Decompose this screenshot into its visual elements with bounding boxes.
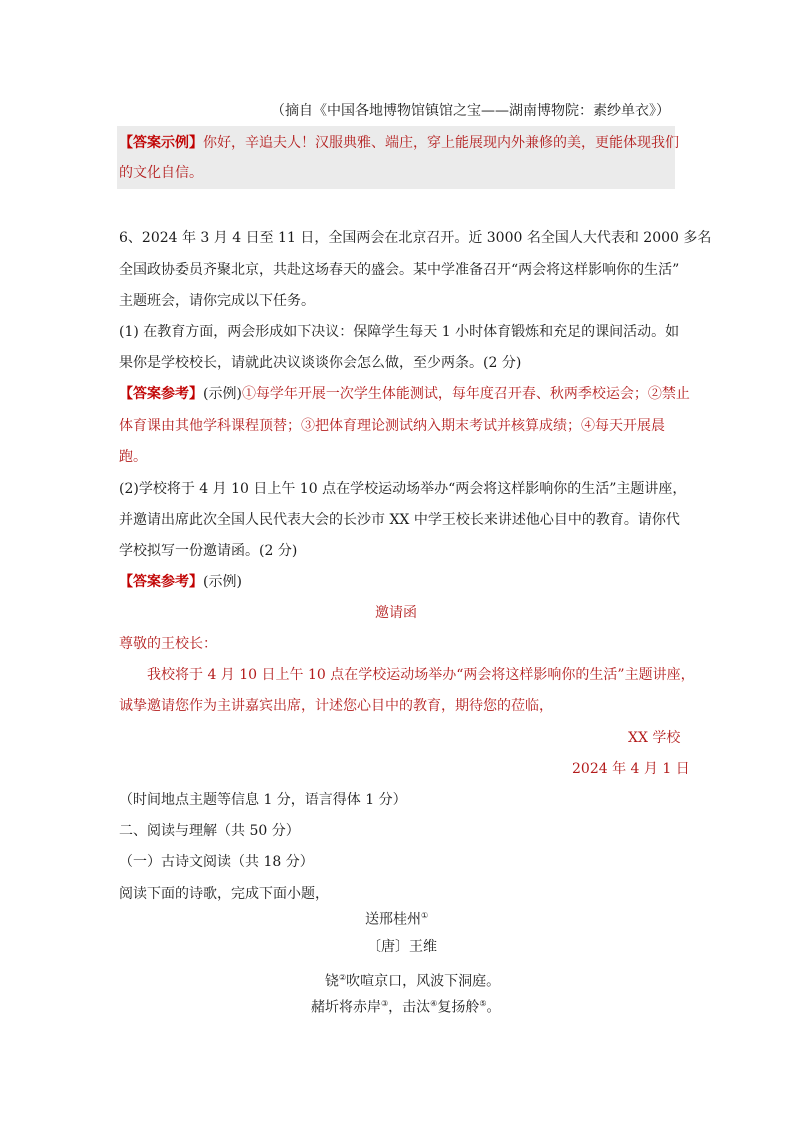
q6-answer2-line xyxy=(119,572,242,592)
scoring-note: （时间地点主题等信息 1 分，语言得体 1 分） xyxy=(119,792,407,808)
answer-ref-prefix-1: (示例) xyxy=(203,386,242,402)
letter-date: 2024 年 4 月 1 日 xyxy=(572,761,690,777)
poem-line-1b: 吹喧京口，风波下洞庭。 xyxy=(346,973,501,990)
poem-title-footnote: ① xyxy=(421,911,429,920)
q6-line-1: 6、2024 年 3 月 4 日至 11 日，全国两会在北京召开。近 3000 名全国人大代表和 2000 多名 xyxy=(119,230,712,246)
answer-ref-prefix-2: (示例) xyxy=(203,574,242,590)
poem-line-2d: 。 xyxy=(486,999,501,1016)
poem-footnote-3: ③ xyxy=(381,999,389,1008)
poem-line-2 xyxy=(311,994,501,1018)
answer-example-line-1 xyxy=(119,133,679,153)
answer-ref-tag-2: 【答案参考】 xyxy=(119,574,203,590)
letter-salutation: 尊敬的王校长： xyxy=(119,636,217,652)
letter-body-1a: 我校将于 4 月 10 日上午 10 点在学校运动场举办 xyxy=(147,667,457,683)
letter-body-line-2: 诚挚邀请您作为主讲嘉宾出席，计述您心目中的教育，期待您的莅临， xyxy=(119,698,553,714)
poem-author: 〔唐〕王维 xyxy=(367,939,437,955)
poem-line-1a: 铙 xyxy=(325,973,339,990)
subsection-heading: （一）古诗文阅读（共 18 分） xyxy=(119,854,314,870)
q6-part1-line-2: 果你是学校校长，请就此决议谈谈你会怎么做，至少两条。(2 分) xyxy=(119,355,522,371)
answer-example-line-2: 的文化自信。 xyxy=(119,165,203,181)
poem-line-2c: 复扬舲 xyxy=(437,999,480,1016)
poem-footnote-5: ⑤ xyxy=(479,999,487,1008)
letter-body-1b: “两会将这样影响你的生活”主题讲座， xyxy=(456,667,695,683)
q6-answer1-line-2: 体育课由其他学科课程顶替；③把体育理论测试纳入期末考试并核算成绩；④每天开展晨 xyxy=(119,418,665,434)
letter-signature: XX 学校 xyxy=(628,730,681,746)
answer-example-tag: 【答案示例】 xyxy=(119,135,203,151)
poem-footnote-2: ② xyxy=(339,973,347,982)
q6-line-3: 主题班会，请你完成以下任务。 xyxy=(119,293,315,309)
answer-example-text-1: 你好，辛追夫人！汉服典雅、端庄，穿上能展现内外兼修的美，更能体现我们 xyxy=(203,135,679,151)
q6-answer1-line-1 xyxy=(119,384,690,404)
letter-title: 邀请函 xyxy=(375,605,417,621)
poem-line-2a: 赭圻将赤岸 xyxy=(311,999,381,1016)
q6-part2-line-1: (2)学校将于 4 月 10 日上午 10 点在学校运动场举办“两会将这样影响你的生活”主题讲座， xyxy=(119,481,687,497)
q6-part1-line-1: (1) 在教育方面，两会形成如下决议：保障学生每天 1 小时体育锻炼和充足的课间活动。如 xyxy=(119,324,680,340)
reading-instruction: 阅读下面的诗歌，完成下面小题， xyxy=(119,886,329,902)
poem-footnote-4: ④ xyxy=(430,999,438,1008)
answer-ref-tag-1: 【答案参考】 xyxy=(119,386,203,402)
poem-line-2b: ，击汰 xyxy=(388,999,431,1016)
q6-answer1-line-3: 跑。 xyxy=(119,449,147,465)
q6-part2-line-3: 学校拟写一份邀请函。(2 分) xyxy=(119,543,298,559)
answer-ref-text-1: ①每学年开展一次学生体能测试，每年度召开春、秋两季校运会；②禁止 xyxy=(241,386,690,402)
poem-title-text: 送邢桂州 xyxy=(365,911,421,928)
poem-title xyxy=(365,906,428,930)
q6-part2-line-2: 并邀请出席此次全国人民代表大会的长沙市 XX 中学王校长来讲述他心目中的教育。请你代 xyxy=(119,512,680,528)
letter-body-line-1 xyxy=(147,665,695,685)
section-heading: 二、阅读与理解（共 50 分） xyxy=(119,823,300,839)
source-citation: （摘自《中国各地博物馆镇馆之宝——湖南博物院：素纱单衣》） xyxy=(271,103,670,119)
poem-line-1 xyxy=(325,968,500,992)
q6-line-2: 全国政协委员齐聚北京，共赴这场春天的盛会。某中学准备召开“两会将这样影响你的生活” xyxy=(119,262,680,278)
